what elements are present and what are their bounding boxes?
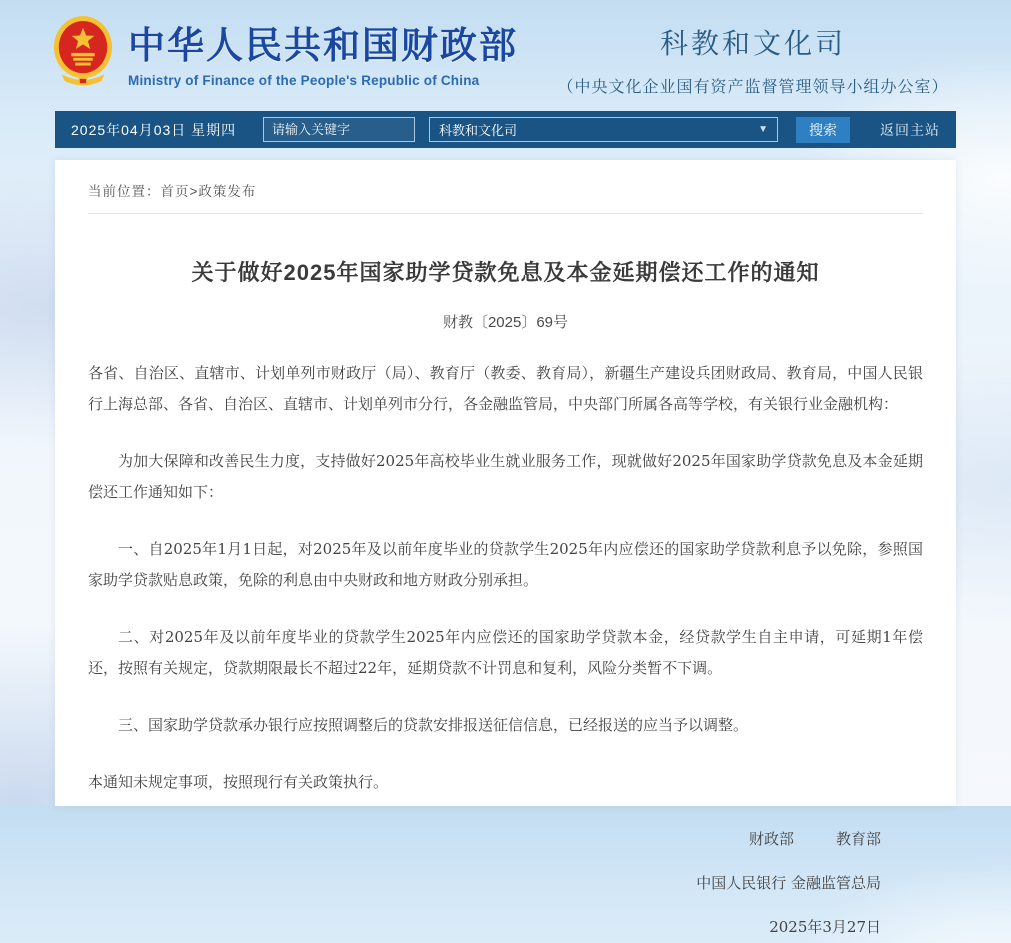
site-title: 中华人民共和国财政部 [128,24,518,66]
breadcrumb [88,160,923,214]
navbar [55,111,956,148]
channel-select[interactable] [429,117,778,142]
item-3-paragraph: 三、国家助学贷款承办银行应按照调整后的贷款安排报送征信信息，已经报送的应当予以调整。 [118,716,749,734]
signature-line-2: 中国人民银行 金融监管总局 [696,874,881,892]
breadcrumb-label: 当前位置： [88,184,161,199]
return-home-link[interactable]: 返回主站 [880,121,940,138]
content-panel [55,160,956,936]
document-body [88,358,923,798]
signature-line-1 [88,824,881,855]
channel-select-value: 科教和文化司 [439,123,518,138]
item-2-paragraph: 二、对2025年及以前年度毕业的贷款学生2025年内应偿还的国家助学贷款本金，经贷款学生自主申请，可延期1年偿还，按照有关规定，贷款期限最长不超过22年，延期贷款不计罚息和复利，风险分类暂不下调。 [88,628,923,677]
salutation-paragraph: 各省、自治区、直辖市、计划单列市财政厅（局）、教育厅（教委、教育局），新疆生产建设兵团财政局、教育局，中国人民银行上海总部、各省、自治区、直辖市、计划单列市分行，各金融监管局，中央部门所属各高等学校，有关银行业金融机构： [88,364,923,413]
document-title: 关于做好2025年国家助学贷款免息及本金延期偿还工作的通知 [191,260,820,285]
document-number: 财教〔2025〕69号 [442,314,569,331]
department-header [543,22,963,97]
item-1-paragraph: 一、自2025年1月1日起，对2025年及以前年度毕业的贷款学生2025年内应偿还的国家助学贷款利息予以免除，参照国家助学贷款贴息政策，免除的利息由中央财政和地方财政分别承担。 [88,540,923,589]
department-title: 科教和文化司 [659,28,846,59]
department-subtitle: （中央文化企业国有资产监督管理领导小组办公室） [557,79,949,96]
breadcrumb-current-link[interactable]: 政策发布 [198,184,257,199]
chevron-down-icon: ▼ [758,124,768,135]
closing-paragraph: 本通知未规定事项，按照现行有关政策执行。 [88,773,389,791]
national-emblem-icon [52,14,114,88]
current-date: 2025年04月03日 星期四 [71,121,237,138]
search-input[interactable] [263,117,415,142]
breadcrumb-home-link[interactable]: 首页 [160,184,190,199]
signature-mof: 财政部 [748,830,794,848]
site-subtitle: Ministry of Finance of the People's Republic of China [128,72,480,88]
site-header [0,0,1011,108]
signoff-date: 2025年3月27日 [769,918,881,936]
document-signoff [88,824,881,943]
breadcrumb-separator: > [189,184,199,199]
intro-paragraph: 为加大保障和改善民生力度，支持做好2025年高校毕业生就业服务工作，现就做好2025年国家助学贷款免息及本金延期偿还工作通知如下： [88,452,923,501]
site-brand [52,14,518,88]
search-button[interactable]: 搜索 [796,117,850,143]
signature-moe: 教育部 [835,830,881,848]
